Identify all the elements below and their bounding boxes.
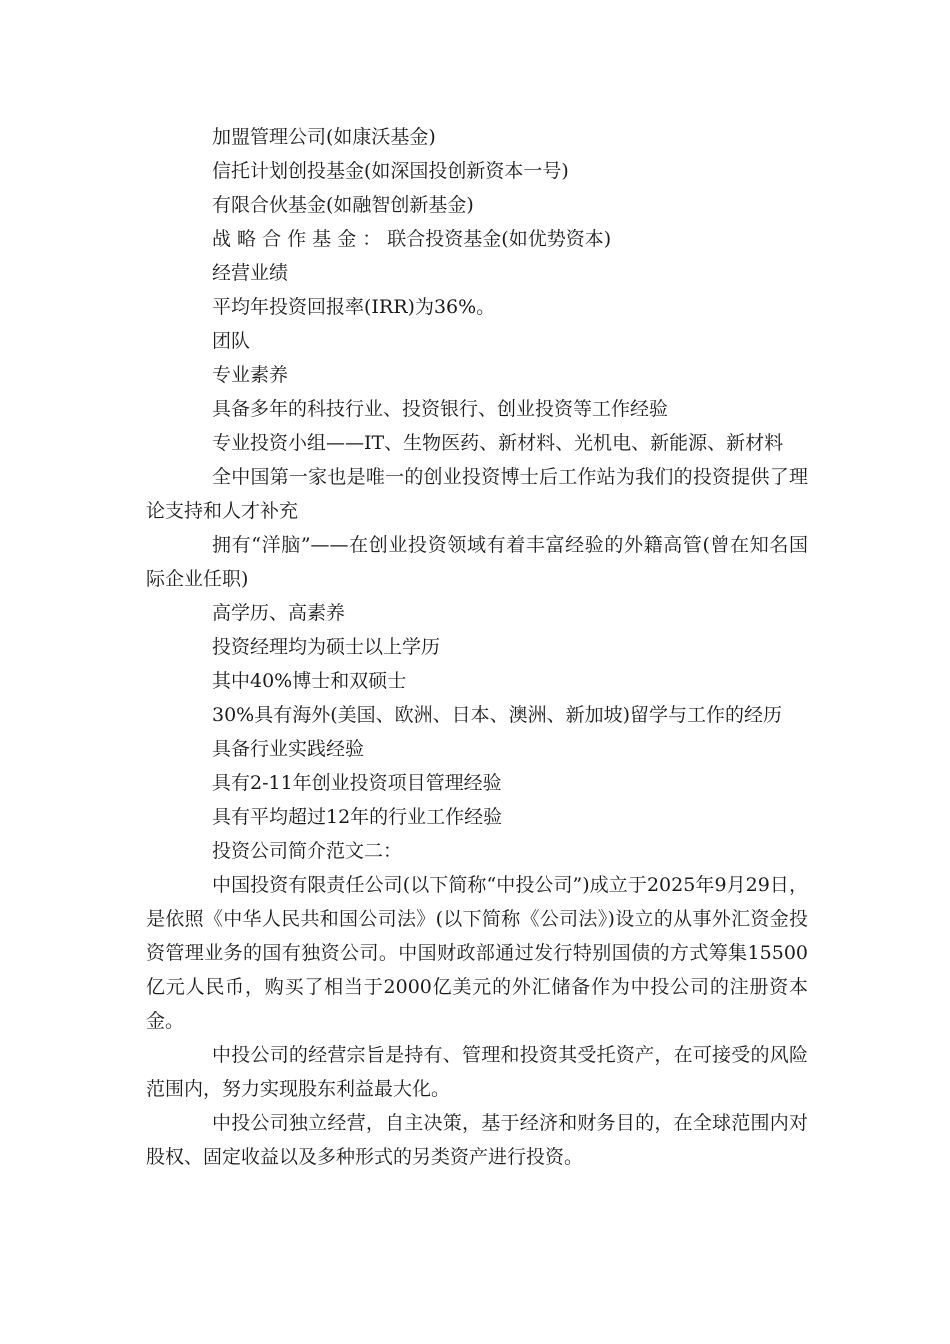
paragraph: 有限合伙基金(如融智创新基金) [212, 194, 474, 216]
paragraph: 专业投资小组——IT、生物医药、新材料、光机电、新能源、新材料 [212, 432, 784, 454]
section-heading: 具备行业实践经验 [212, 738, 365, 760]
paragraph: 30%具有海外(美国、欧洲、日本、澳洲、新加坡)留学与工作的经历 [212, 704, 783, 726]
paragraph: 具备多年的科技行业、投资银行、创业投资等工作经验 [212, 398, 669, 420]
paragraph: 加盟管理公司(如康沃基金) [212, 126, 436, 148]
paragraph: 拥有“洋脑”——在创业投资领域有着丰富经验的外籍高管(曾在知名国际企业任职) [146, 534, 808, 590]
section-heading: 投资公司简介范文二： [212, 840, 403, 862]
section-heading: 高学历、高素养 [212, 602, 346, 624]
paragraph: 其中40%博士和双硕士 [212, 670, 407, 692]
paragraph: 战 略 合 作 基 金 ： 联合投资基金(如优势资本) [212, 228, 612, 250]
section-heading: 专业素养 [212, 364, 289, 386]
paragraph: 中投公司独立经营，自主决策，基于经济和财务目的，在全球范围内对股权、固定收益以及多种形式的另类资产进行投资。 [146, 1112, 808, 1168]
document-body [146, 120, 808, 1174]
paragraph: 中国投资有限责任公司(以下简称“中投公司”)成立于2025年9月29日，是依照《中华人民共和国公司法》(以下简称《公司法》)设立的从事外汇资金投资管理业务的国有独资公司。中国财政部通过发行特别国债的方式筹集15500亿元人民币，购买了相当于2000亿美元的外汇储备作为中投公司的注册资本金。 [146, 874, 808, 1032]
paragraph: 具有2-11年创业投资项目管理经验 [212, 772, 502, 794]
paragraph: 投资经理均为硕士以上学历 [212, 636, 441, 658]
section-heading: 团队 [212, 330, 251, 352]
paragraph: 信托计划创投基金(如深国投创新资本一号) [212, 160, 569, 182]
paragraph: 平均年投资回报率(IRR)为36%。 [212, 296, 496, 318]
section-heading: 经营业绩 [212, 262, 289, 284]
paragraph: 具有平均超过12年的行业工作经验 [212, 806, 503, 828]
paragraph: 中投公司的经营宗旨是持有、管理和投资其受托资产，在可接受的风险范围内，努力实现股东利益最大化。 [146, 1044, 808, 1100]
paragraph: 全中国第一家也是唯一的创业投资博士后工作站为我们的投资提供了理论支持和人才补充 [146, 466, 808, 522]
